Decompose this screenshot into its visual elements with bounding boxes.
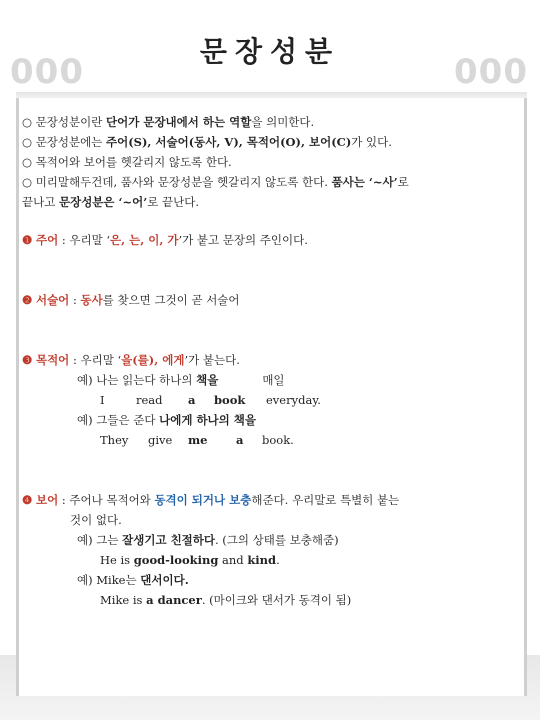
- term-predicate: 서술어: [35, 293, 70, 307]
- bullet-line-5: 끝나고 문장성분은 ‘~어’로 끝난다.: [22, 195, 200, 209]
- term-subject: 주어: [35, 233, 59, 247]
- complement-example-2-english: Mike is a dancer. (마이크와 댄서가 동격이 됨): [100, 593, 352, 607]
- object-example-2-english: They give me a book.: [100, 433, 294, 447]
- term-complement: 보어: [35, 493, 59, 507]
- complement-continuation: 것이 없다.: [70, 513, 122, 527]
- complement-example-2-korean: 예) Mike는 댄서이다.: [77, 573, 189, 587]
- bullet-line-4: ○ 미리말해두건데, 품사와 문장성분을 헷갈리지 않도록 한다. 품사는 ‘~사’로: [22, 175, 409, 189]
- number-marker: ❶: [22, 233, 33, 247]
- bullet-line-1: ○ 문장성분이란 단어가 문장내에서 하는 역할을 의미한다.: [22, 115, 315, 129]
- object-example-1-english: I read a book everyday.: [100, 393, 321, 407]
- section-predicate: ❷ 서술어 : 동사를 찾으면 그것이 곧 서술어: [22, 293, 240, 307]
- section-complement: ❹ 보어 : 주어나 목적어와 동격이 되거나 보충해준다. 우리말로 특별히 붙는: [22, 493, 400, 507]
- term-object: 목적어: [35, 353, 70, 367]
- bullet-line-3: ○ 목적어와 보어를 헷갈리지 않도록 한다.: [22, 155, 232, 169]
- decorative-number-left: 000: [10, 52, 84, 92]
- bullet-line-2: ○ 문장성분에는 주어(S), 서술어(동사, V), 목적어(O), 보어(C)가 있다.: [22, 135, 392, 149]
- number-marker: ❷: [22, 293, 33, 307]
- decorative-number-right: 000: [454, 52, 528, 92]
- page-title: 문장성분: [199, 35, 341, 68]
- object-example-1-korean: 예) 나는 읽는다 하나의 책을 매일: [77, 373, 285, 387]
- number-marker: ❸: [22, 353, 33, 367]
- number-marker: ❹: [22, 493, 33, 507]
- complement-example-1-korean: 예) 그는 잘생기고 친절하다. (그의 상태를 보충해줌): [77, 533, 339, 547]
- object-example-2-korean: 예) 그들은 준다 나에게 하나의 책을: [77, 413, 256, 427]
- section-subject: ❶ 주어 : 우리말 ‘은, 는, 이, 가’가 붙고 문장의 주인이다.: [22, 233, 308, 247]
- complement-example-1-english: He is good-looking and kind.: [100, 553, 280, 567]
- section-object: ❸ 목적어 : 우리말 ‘을(를), 에게’가 붙는다.: [22, 353, 240, 367]
- content-body: [22, 112, 512, 610]
